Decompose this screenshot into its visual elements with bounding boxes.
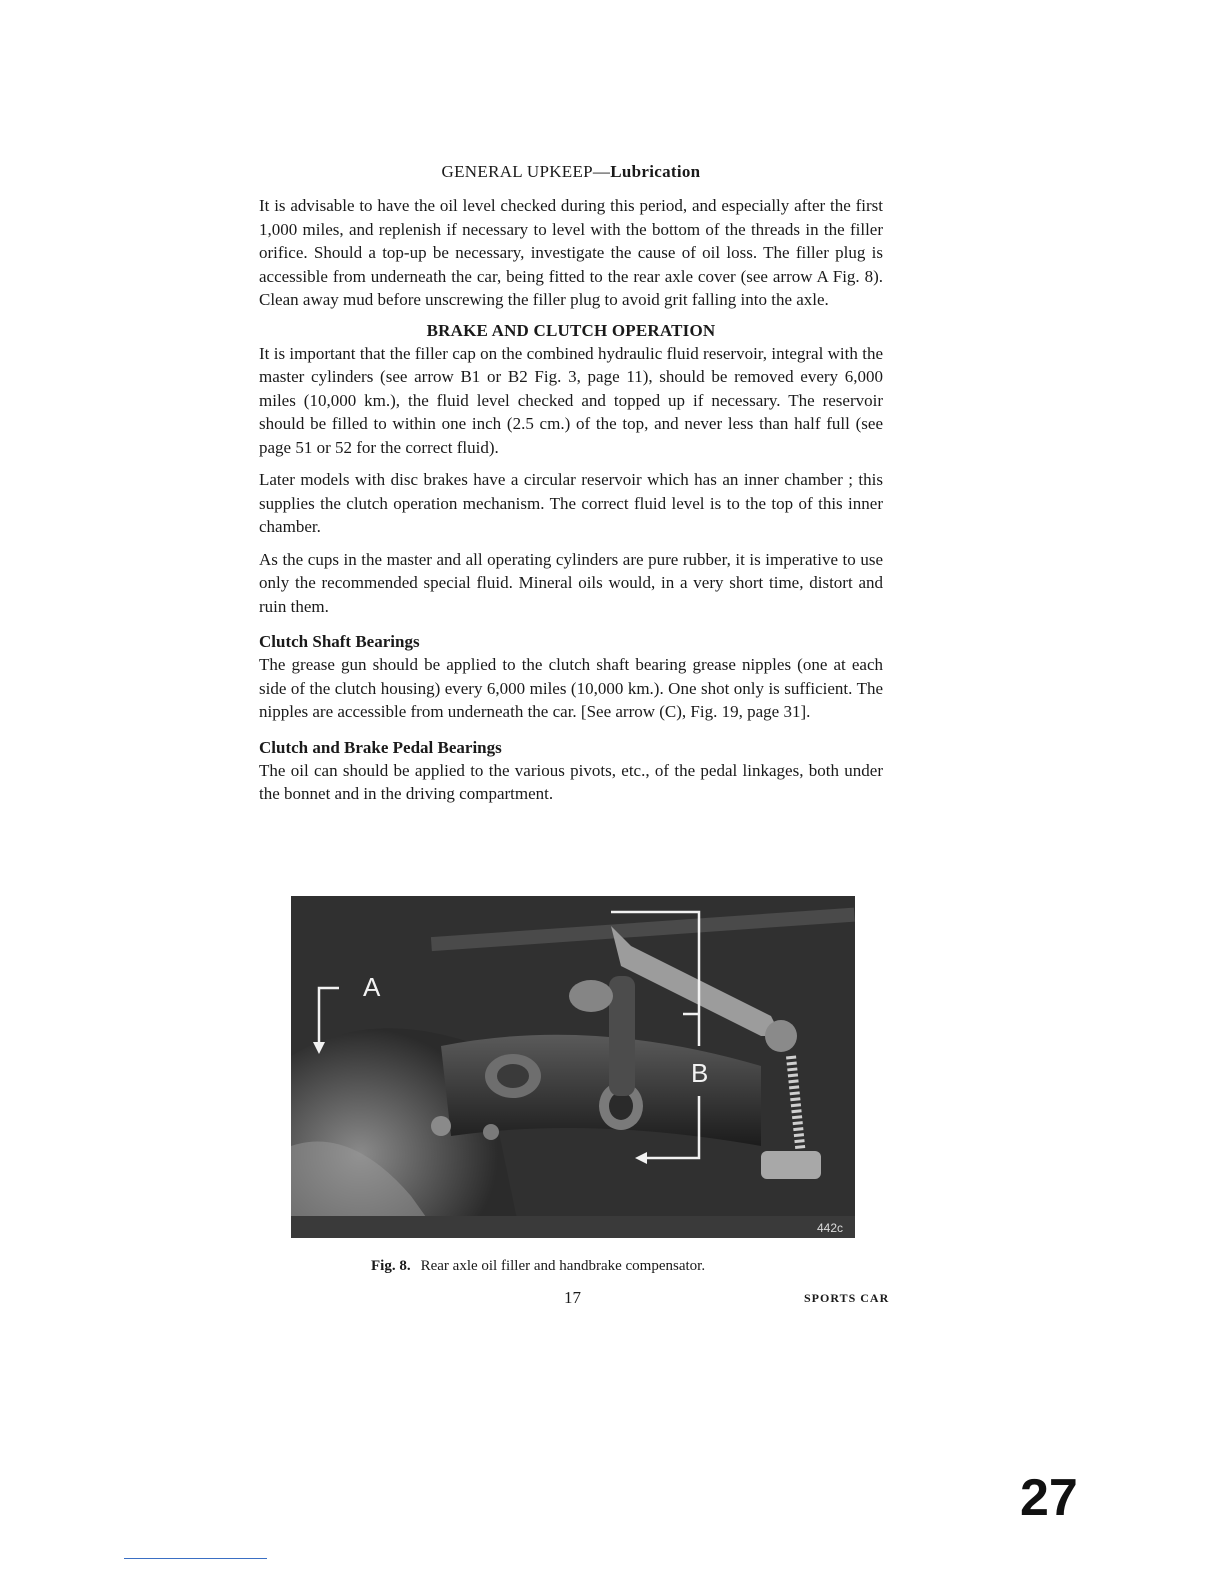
plate-number: 442c [817,1221,844,1235]
section-heading: BRAKE AND CLUTCH OPERATION [426,320,716,340]
rear-axle-illustration [291,896,855,1238]
figure-caption-text: Rear axle oil filler and handbrake compensator. [420,1258,706,1274]
intro-paragraph: It is advisable to have the oil level checked during this period, and especially after the first 1,000 miles, and replenish if necessary to level with the bottom of the threads in the filler orifice. Should a top-up be necessary, investigate the cause of oil loss. The filler plug is accessible from underneath the car, being fitted to the rear axle cover (see arrow A Fig. 8). Clean away mud before unscrewing the filler plug to avoid grit falling into the axle. [259,196,883,309]
figure-photo [291,896,855,1238]
running-head-bold: Lubrication [610,162,701,181]
running-head [259,162,883,182]
scan-page-number: 27 [1020,1469,1078,1527]
page-number: 17 [564,1288,581,1307]
pedal-bearings-text: The oil can should be applied to the various pivots, etc., of the pedal linkages, both under the bonnet and in the driving compartment. [259,760,883,803]
figure-label-a: A [363,972,381,1002]
page-content [259,162,883,815]
brake-paragraph-2: Later models with disc brakes have a circular reservoir which has an inner chamber ; this supplies the clutch operation mechanism. The correct fluid level is to the top of this inner chamber. [259,470,883,536]
clutch-shaft-heading: Clutch Shaft Bearings [259,632,420,651]
figure-label-b: B [691,1058,709,1088]
footnote-rule [124,1558,267,1559]
figure-caption-label: Fig. 8. [371,1258,411,1274]
brake-paragraph-3: As the cups in the master and all operating cylinders are pure rubber, it is imperative to use only the recommended special fluid. Mineral oils would, in a very short time, distort and ruin them. [259,549,883,616]
clutch-shaft-text: The grease gun should be applied to the clutch shaft bearing grease nipples (one at each side of the clutch housing) every 6,000 miles (10,000 km.). One shot only is sufficient. The nipples are accessible from underneath the car. [See arrow (C), Fig. 19, page 31]. [259,655,883,721]
pedal-bearings-heading: Clutch and Brake Pedal Bearings [259,737,502,757]
brake-paragraph-1: It is important that the filler cap on the combined hydraulic fluid reservoir, integral with the master cylinders (see arrow B1 or B2 Fig. 3, page 11), should be removed every 6,000 miles (10,000 km.), the fluid level checked and topped up if necessary. The reservoir should be filled to within one inch (2.5 cm.) of the top, and never less than half full (see page 51 or 52 for the correct fluid). [259,343,883,457]
running-head-prefix: GENERAL UPKEEP— [441,162,611,181]
figure-caption [371,1258,705,1275]
footer-title: SPORTS CAR [804,1291,890,1305]
